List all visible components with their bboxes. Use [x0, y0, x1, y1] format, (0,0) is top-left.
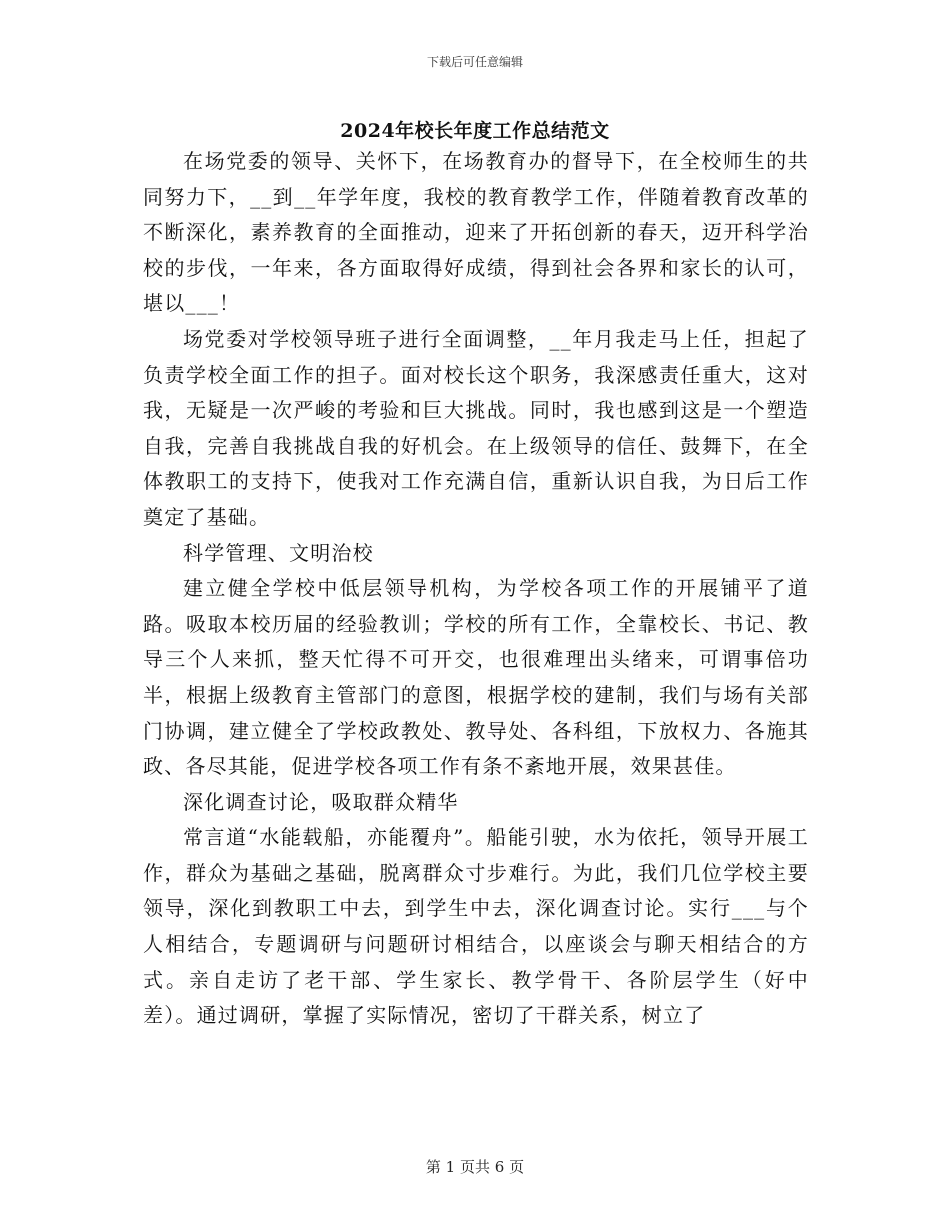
- section-heading-management: 科学管理、文明治校: [183, 540, 374, 565]
- page-header-note: 下载后可任意编辑: [426, 55, 523, 69]
- paragraph-appointment: 场党委对学校领导班子进行全面调整，__年月我走马上任，担起了负责学校全面工作的担子。面对校长这个职务，我深感责任重大，这对我，无疑是一次严峻的考验和巨大挑战。同时，我也感到这是一个塑造自我，完善自我挑战自我的好机会。在上级领导的信任、鼓舞下，在全体教职工的支持下，使我对工作充满自信，重新认识自我，为日后工作奠定了基础。: [143, 326, 809, 529]
- paragraph-management: 建立健全学校中低层领导机构，为学校各项工作的开展铺平了道路。吸取本校历届的经验教训；学校的所有工作，全靠校长、书记、教导三个人来抓，整天忙得不可开交，也很难理出头绪来，可谓事倍功半，根据上级教育主管部门的意图，根据学校的建制，我们与场有关部门协调，建立健全了学校政教处、教导处、各科组，下放权力、各施其政、各尽其能，促进学校各项工作有条不紊地开展，效果甚佳。: [143, 576, 809, 779]
- paragraph-research: 常言道“水能载船，亦能覆舟”。船能引驶，水为依托，领导开展工作，群众为基础之基础，脱离群众寸步难行。为此，我们几位学校主要领导，深化到教职工中去，到学生中去，深化调查讨论。实行___与个人相结合，专题调研与问题研讨相结合，以座谈会与聊天相结合的方式。亲自走访了老干部、学生家长、教学骨干、各阶层学生（好中差）。通过调研，掌握了实际情况，密切了干群关系，树立了: [143, 825, 809, 1028]
- page-number: 第 1 页共 6 页: [425, 1158, 525, 1176]
- section-heading-research: 深化调查讨论，吸取群众精华: [183, 789, 459, 814]
- document-body: [143, 144, 809, 1034]
- document-title: 2024年校长年度工作总结范文: [340, 120, 610, 142]
- paragraph-intro: 在场党委的领导、关怀下，在场教育办的督导下，在全校师生的共同努力下，__到__年学年度，我校的教育教学工作，伴随着教育改革的不断深化，素养教育的全面推动，迎来了开拓创新的春天，迈开科学治校的步伐，一年来，各方面取得好成绩，得到社会各界和家长的认可，堪以___！: [143, 149, 809, 316]
